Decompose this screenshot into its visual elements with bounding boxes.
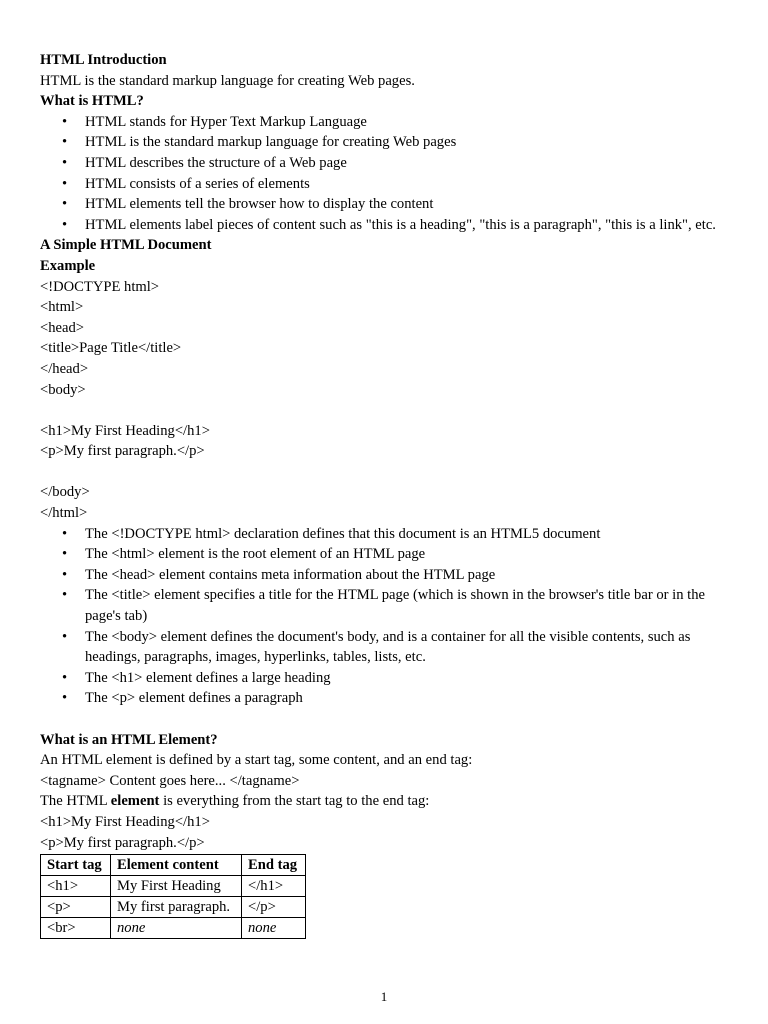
- bullet-icon: •: [62, 690, 68, 707]
- what-is-heading: What is HTML?: [40, 93, 144, 110]
- code-line: <body>: [40, 381, 86, 398]
- list-item: • HTML stands for Hyper Text Markup Language: [40, 112, 730, 133]
- code-line: </html>: [40, 505, 88, 522]
- page-number: 1: [380, 989, 388, 1004]
- element-syntax: <tagname> Content goes here... </tagname>: [40, 772, 300, 789]
- example-code-block: [40, 277, 730, 524]
- what-is-list: [40, 112, 730, 236]
- element-definition: The HTML element is everything from the start tag to the end tag:: [40, 793, 430, 810]
- table-row: [41, 918, 306, 939]
- list-item: • The <h1> element defines a large heading: [40, 668, 730, 689]
- code-line: </head>: [40, 360, 89, 377]
- document-page: [40, 50, 730, 939]
- code-line: <head>: [40, 319, 85, 336]
- element-text: An HTML element is defined by a start tag, some content, and an end tag:: [40, 752, 473, 769]
- bullet-icon: •: [62, 525, 68, 542]
- bullet-icon: •: [62, 216, 68, 233]
- table-cell: My first paragraph.: [111, 897, 242, 918]
- list-item: • The <body> element defines the document's body, and is a container for all the visible contents, such as headings, paragraphs, images, hyperlinks, tables, lists, etc.: [62, 628, 691, 666]
- code-line: <p>My first paragraph.</p>: [40, 834, 205, 851]
- list-item: • The <!DOCTYPE html> declaration defines that this document is an HTML5 document: [40, 524, 730, 545]
- bullet-icon: •: [62, 154, 68, 171]
- bullet-icon: •: [62, 196, 68, 213]
- code-line: </body>: [40, 484, 90, 501]
- simple-doc-explanation-list: [40, 524, 730, 709]
- table-cell: <h1>: [41, 876, 111, 897]
- example-label: Example: [40, 257, 96, 274]
- list-item: • HTML is the standard markup language for creating Web pages: [40, 132, 730, 153]
- blank-line: [40, 709, 730, 730]
- code-line: <html>: [40, 299, 84, 316]
- intro-text: HTML is the standard markup language for creating Web pages.: [40, 72, 415, 89]
- table-cell: <br>: [41, 918, 111, 939]
- code-line: <h1>My First Heading</h1>: [40, 422, 210, 439]
- blank-line: [40, 400, 730, 421]
- list-item: • The <p> element defines a paragraph: [40, 688, 730, 709]
- column-header: End tag: [242, 855, 306, 876]
- element-table: [40, 854, 306, 939]
- table-row: [41, 876, 306, 897]
- bullet-icon: •: [62, 113, 68, 130]
- list-item: • HTML describes the structure of a Web page: [40, 153, 730, 174]
- element-heading: What is an HTML Element?: [40, 731, 218, 748]
- list-item: • The <title> element specifies a title for the HTML page (which is shown in the browser's title bar or in the page's tab): [62, 587, 705, 625]
- table-cell: My First Heading: [111, 876, 242, 897]
- bullet-icon: •: [62, 628, 68, 645]
- table-cell: <p>: [41, 897, 111, 918]
- intro-heading: HTML Introduction: [40, 52, 167, 68]
- table-cell: </p>: [242, 897, 306, 918]
- bullet-icon: •: [62, 175, 68, 192]
- column-header: Element content: [111, 855, 242, 876]
- code-line: <p>My first paragraph.</p>: [40, 443, 205, 460]
- code-line: <h1>My First Heading</h1>: [40, 813, 210, 830]
- table-cell: </h1>: [242, 876, 306, 897]
- bullet-icon: •: [62, 134, 68, 151]
- code-line: <!DOCTYPE html>: [40, 278, 160, 295]
- table-cell: none: [111, 918, 242, 939]
- list-item: • HTML elements label pieces of content such as "this is a heading", "this is a paragraph", "this is a link", etc.: [40, 215, 730, 236]
- column-header: Start tag: [41, 855, 111, 876]
- bullet-icon: •: [62, 566, 68, 583]
- list-item: • The <head> element contains meta information about the HTML page: [40, 565, 730, 586]
- bullet-icon: •: [62, 669, 68, 686]
- list-item: • HTML elements tell the browser how to display the content: [40, 194, 730, 215]
- blank-line: [40, 462, 730, 483]
- table-cell: none: [242, 918, 306, 939]
- list-item: • The <html> element is the root element of an HTML page: [40, 544, 730, 565]
- simple-doc-heading: A Simple HTML Document: [40, 237, 212, 254]
- table-header-row: [41, 855, 306, 876]
- code-line: <title>Page Title</title>: [40, 340, 182, 357]
- bullet-icon: •: [62, 587, 68, 604]
- bullet-icon: •: [62, 546, 68, 563]
- table-row: [41, 897, 306, 918]
- list-item: • HTML consists of a series of elements: [40, 174, 730, 195]
